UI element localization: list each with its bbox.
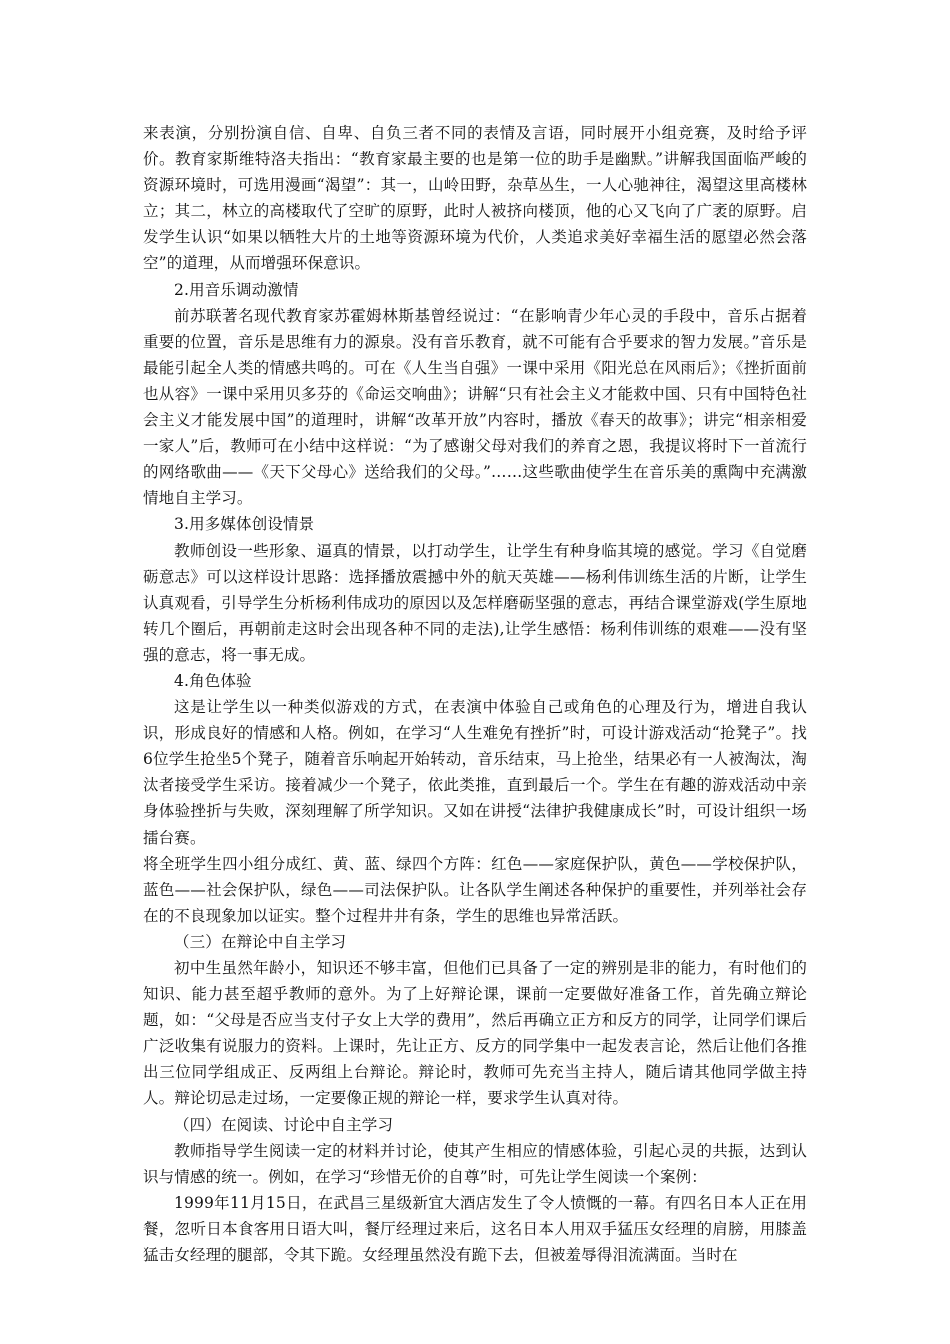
paragraph-multimedia: 教师创设一些形象、逼真的情景，以打动学生，让学生有种身临其境的感觉。学习《自觉磨砺意志》可以这样设计思路：选择播放震撼中外的航天英雄——杨利伟训练生活的片断，让学生认真观看，引导学生分析杨利伟成功的原因以及怎样磨砺坚强的意志，再结合课堂游戏(学生原地转几个圈后，再朝前走这时会出现各种不同的走法),让学生感悟：杨利伟训练的艰难——没有坚强的意志，将一事无成。	[143, 541, 807, 664]
paragraph-reading: 教师指导学生阅读一定的材料并讨论，使其产生相应的情感体验，引起心灵的共振，达到认识与情感的统一。例如，在学习“珍惜无价的自尊”时，可先让学生阅读一个案例：	[143, 1141, 807, 1186]
section-heading-role-play: 4.角色体验	[174, 671, 252, 690]
paragraph-role-play: 这是让学生以一种类似游戏的方式，在表演中体验自己或角色的心理及行为，增进自我认识，形成良好的情感和人格。例如，在学习“人生难免有挫折”时，可设计游戏活动“抢凳子”。找6位学生抢坐5个凳子，随着音乐响起开始转动，音乐结束，马上抢坐，结果必有一人被淘汰，淘汰者接受学生采访。接着减少一个凳子，依此类推，直到最后一个。学生在有趣的游戏活动中亲身体验挫折与失败，深刻理解了所学知识。又如在讲授“法律护我健康成长”时，可设计组织一场擂台赛。	[143, 698, 807, 847]
section-heading-multimedia: 3.用多媒体创设情景	[174, 515, 315, 534]
section-heading-debate: （三）在辩论中自主学习	[174, 932, 347, 951]
paragraph-music: 前苏联著名现代教育家苏霍姆林斯基曾经说过：“在影响青少年心灵的手段中，音乐占据着重要的位置，音乐是思维有力的源泉。没有音乐教育，就不可能有合乎要求的智力发展。”音乐是最能引起全人类的情感共鸣的。可在《人生当自强》一课中采用《阳光总在风雨后》；《挫折面前也从容》一课中采用贝多芬的《命运交响曲》；讲解“只有社会主义才能救中国、只有中国特色社会主义才能发展中国”的道理时，讲解“改革开放”内容时，播放《春天的故事》；讲完“相亲相爱一家人”后，教师可在小结中这样说：“为了感谢父母对我们的养育之恩，我提议将时下一首流行的网络歌曲——《天下父母心》送给我们的父母。”……这些歌曲使学生在音乐美的熏陶中充满激情地自主学习。	[143, 306, 807, 508]
paragraph-continued: 来表演，分别扮演自信、自卑、自负三者不同的表情及言语，同时展开小组竞赛，及时给予评价。教育家斯维特洛夫指出：“教育家最主要的也是第一位的助手是幽默。”讲解我国面临严峻的资源环境时，可选用漫画“渴望”：其一，山岭田野，杂草丛生，一人心驰神往，渴望这里高楼林立；其二，林立的高楼取代了空旷的原野，此时人被挤向楼顶，他的心又飞向了广袤的原野。启发学生认识“如果以牺牲大片的土地等资源环境为代价，人类追求美好幸福生活的愿望必然会落空”的道理，从而增强环保意识。	[143, 124, 807, 273]
section-heading-music: 2.用音乐调动激情	[174, 280, 299, 299]
section-heading-reading: （四）在阅读、讨论中自主学习	[174, 1115, 394, 1134]
paragraph-case: 1999年11月15日，在武昌三星级新宜大酒店发生了令人愤慨的一幕。有四名日本人正在用餐，忽听日本食客用日语大叫，餐厅经理过来后，这名日本人用双手猛压女经理的肩膀，用膝盖猛击女经理的腿部，令其下跪。女经理虽然没有跪下去，但被羞辱得泪流满面。当时在	[143, 1193, 807, 1265]
document-page	[143, 120, 807, 1268]
paragraph-debate: 初中生虽然年龄小，知识还不够丰富，但他们已具备了一定的辨别是非的能力，有时他们的知识、能力甚至超乎教师的意外。为了上好辩论课，课前一定要做好准备工作，首先确立辩论题，如：“父母是否应当支付子女上大学的费用”，然后再确立正方和反方的同学，让同学们课后广泛收集有说服力的资料。上课时，先让正方、反方的同学集中一起发表言论，然后让他们各推出三位同学组成正、反两组上台辩论。辩论时，教师可先充当主持人，随后请其他同学做主持人。辩论切忌走过场，一定要像正规的辩论一样，要求学生认真对待。	[143, 959, 807, 1108]
paragraph-teams: 将全班学生四小组分成红、黄、蓝、绿四个方阵：红色——家庭保护队，黄色——学校保护队，蓝色——社会保护队，绿色——司法保护队。让各队学生阐述各种保护的重要性，并列举社会存在的不良现象加以证实。整个过程井井有条，学生的思维也异常活跃。	[143, 854, 807, 925]
